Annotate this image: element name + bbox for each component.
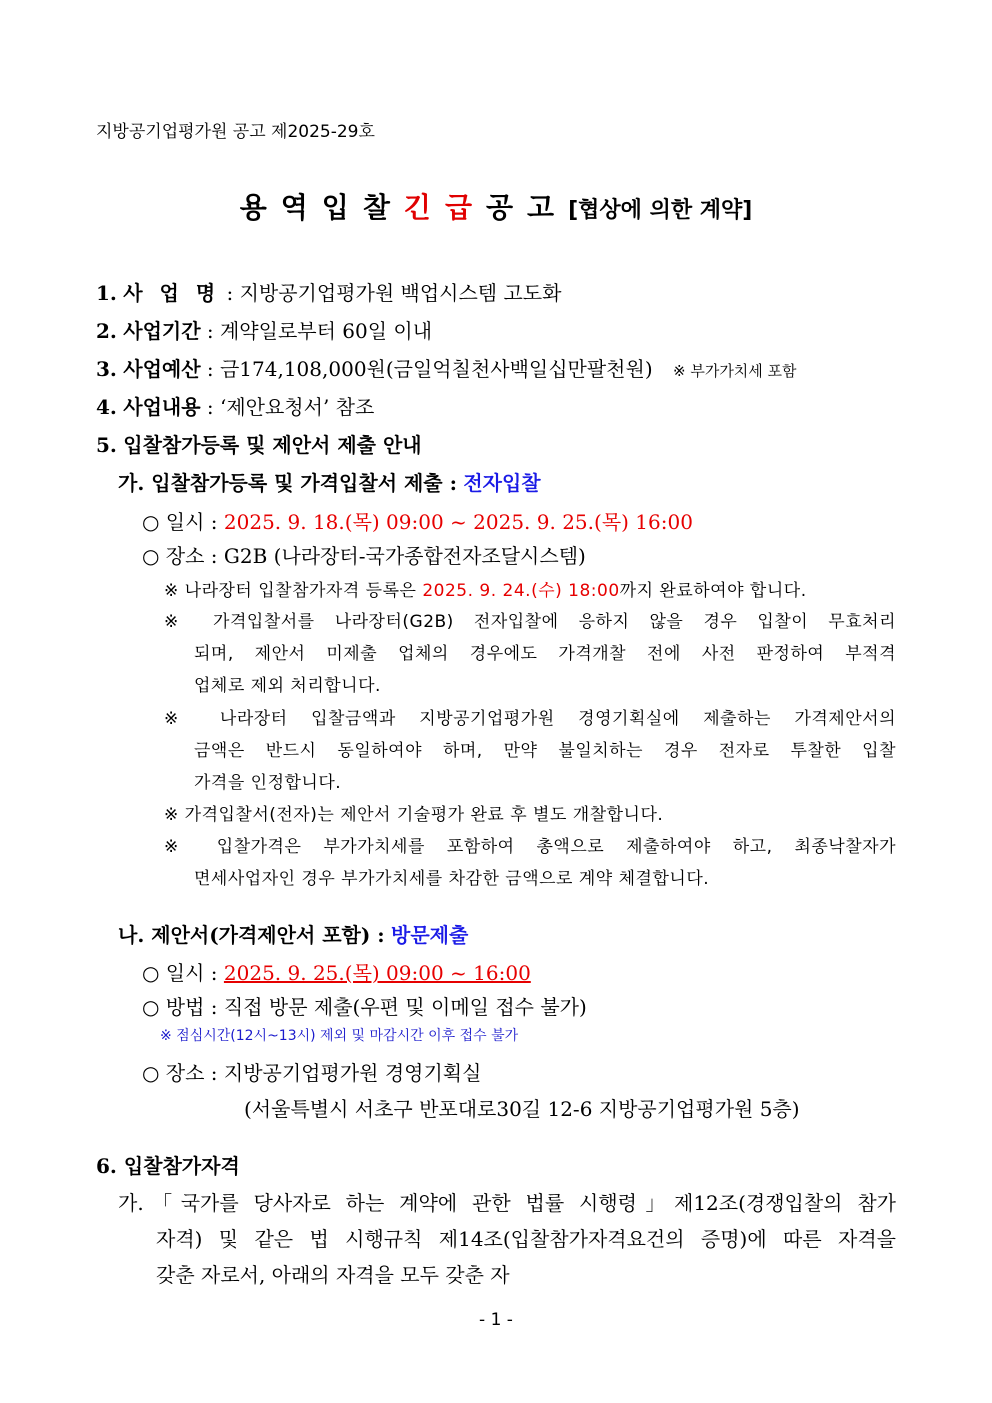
section-value: : 금174,108,000원(금일억칠천사백일십만팔천원) (206, 357, 653, 381)
page-number: - 1 - (479, 1310, 513, 1330)
title-suffix: [협상에 의한 계약] (568, 198, 753, 223)
proposal-place: ○ 장소 : 지방공기업평가원 경영기획실 (142, 1061, 482, 1085)
submission-method: 전자입찰 (463, 471, 541, 495)
section-4 (96, 391, 374, 420)
date-label: ○ 일시 : (142, 961, 218, 985)
section-value: : 지방공기업평가원 백업시스템 고도화 (226, 281, 562, 305)
title-part2: 공고 (486, 191, 569, 224)
section-label: 사업내용 (123, 395, 201, 419)
date-value: 2025. 9. 18.(목) 09:00 ~ 2025. 9. 25.(목) 16:00 (223, 510, 693, 534)
qualification-line: 가.「국가를 당사자로 하는 계약에 관한 법률 시행령」제12조(경쟁입찰의 참가 (118, 1191, 896, 1215)
note-invalid-l2 (194, 639, 896, 664)
note-text: ※ 나라장터 입찰참가자격 등록은 (164, 581, 417, 601)
subsection-heading: 나. 제안서(가격제안서 포함) : (118, 923, 385, 947)
note-line: 금액은 반드시 동일하여야 하며, 만약 불일치하는 경우 전자로 투찰한 입찰 (194, 741, 896, 761)
qualification-ga-l2 (156, 1223, 896, 1252)
note-amount-l2 (194, 736, 896, 761)
section-value: : ‘제안요청서’ 참조 (206, 395, 375, 419)
lunch-note: ※ 점심시간(12시~13시) 제외 및 마감시간 이후 접수 불가 (160, 1028, 519, 1044)
proposal-period (142, 957, 531, 986)
note-vat (164, 832, 896, 857)
note-invalid (164, 607, 896, 632)
note-invalid-l3: 업체로 제외 처리합니다. (194, 676, 381, 696)
qualification-line: 자격) 및 같은 법 시행규칙 제14조(입찰참가자격요건의 증명)에 따른 자격을 (156, 1227, 896, 1251)
section-5 (96, 429, 422, 458)
section-label: 사업기간 (123, 319, 201, 343)
date-label: ○ 일시 : (142, 510, 218, 534)
proposal-address: (서울특별시 서초구 반포대로30길 12-6 지방공기업평가원 5층) (244, 1097, 800, 1121)
section-number: 1. (96, 281, 117, 305)
note-text: 까지 완료하여야 합니다. (619, 581, 807, 601)
section-number: 2. (96, 319, 117, 343)
note-deadline: 2025. 9. 24.(수) 18:00 (422, 581, 620, 601)
section-6: 6. 입찰참가자격 (96, 1154, 240, 1178)
vat-note: ※ 부가가치세 포함 (673, 362, 797, 380)
section-number: 3. (96, 357, 117, 381)
note-vat-l2: 면세사업자인 경우 부가가치세를 차감한 금액으로 계약 체결합니다. (194, 869, 710, 889)
qualification-ga (118, 1187, 896, 1216)
note-line: ※ 입찰가격은 부가가치세를 포함하여 총액으로 제출하여야 하고, 최종낙찰자가 (164, 837, 896, 857)
note-registration (164, 576, 807, 601)
notice-number: 지방공기업평가원 공고 제2025-29호 (96, 122, 375, 142)
section-number: 5. (96, 433, 117, 457)
page-title (0, 186, 992, 226)
date-value: 2025. 9. 25.(목) 09:00 ~ 16:00 (223, 961, 531, 985)
section-1 (96, 277, 561, 306)
qualification-ga-l3: 갖춘 자로서, 아래의 자격을 모두 갖춘 자 (156, 1263, 510, 1287)
submission-method: 방문제출 (391, 923, 469, 947)
bid-place: ○ 장소 : G2B (나라장터-국가종합전자조달시스템) (142, 544, 586, 568)
bid-period (142, 506, 693, 535)
note-line: ※ 나라장터 입찰금액과 지방공기업평가원 경영기획실에 제출하는 가격제안서의 (164, 709, 896, 729)
note-opening: ※ 가격입찰서(전자)는 제안서 기술평가 완료 후 별도 개찰합니다. (164, 805, 664, 825)
note-line: 되며, 제안서 미제출 업체의 경우에도 가격개찰 전에 사전 판정하여 부적격 (194, 644, 896, 664)
section-label: 사 업 명 (123, 281, 221, 305)
subsection-ga-heading (118, 467, 541, 496)
section-label: 입찰참가등록 및 제안서 제출 안내 (123, 433, 422, 457)
proposal-method: ○ 방법 : 직접 방문 제출(우편 및 이메일 접수 불가) (142, 995, 587, 1019)
section-3 (96, 353, 797, 382)
title-urgent: 긴급 (403, 191, 486, 224)
title-part1: 용역입찰 (239, 191, 404, 224)
section-label: 사업예산 (123, 357, 201, 381)
subsection-na-heading (118, 919, 468, 948)
note-line: ※ 가격입찰서를 나라장터(G2B) 전자입찰에 응하지 않을 경우 입찰이 무효처리 (164, 612, 896, 632)
section-value: : 계약일로부터 60일 이내 (206, 319, 433, 343)
note-amount-l3: 가격을 인정합니다. (194, 773, 342, 793)
section-2 (96, 315, 432, 344)
subsection-heading: 가. 입찰참가등록 및 가격입찰서 제출 : (118, 471, 457, 495)
section-number: 4. (96, 395, 117, 419)
note-amount (164, 704, 896, 729)
